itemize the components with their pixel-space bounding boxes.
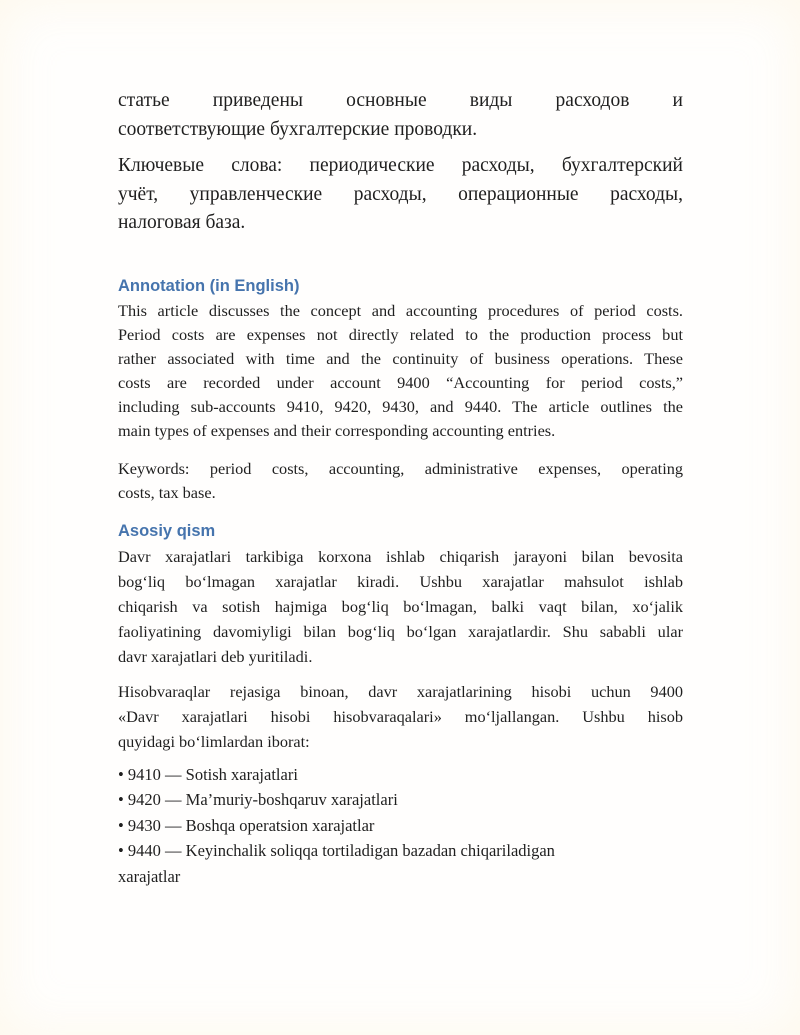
russian-abstract-paragraph	[118, 87, 683, 144]
text-line: Keywords: period costs, accounting, administrative expenses, operating	[118, 458, 683, 478]
text-line: xarajatlar	[118, 866, 181, 886]
russian-keywords-paragraph	[118, 152, 683, 238]
main-section-paragraph-2	[118, 679, 683, 754]
english-keywords-paragraph	[118, 457, 683, 505]
text-line: • 9410 — Sotish xarajatlari	[118, 764, 298, 784]
bullet-item-9420	[118, 787, 683, 813]
text-line: including sub-accounts 9410, 9420, 9430, and 9440. The article outlines the	[118, 396, 683, 416]
text-line: quyidagi bo‘limlardan iborat:	[118, 731, 310, 751]
text-line: This article discusses the concept and accounting procedures of period costs.	[118, 300, 683, 320]
text-line: статье приведены основные виды расходов и	[118, 90, 683, 111]
text-line: Ключевые слова: периодические расходы, бухгалтерский	[118, 155, 683, 176]
text-line: costs are recorded under account 9400 “Accounting for period costs,”	[118, 372, 683, 392]
text-line: «Davr xarajatlari hisobi hisobvaraqalari» mo‘ljallangan. Ushbu hisob	[118, 706, 683, 726]
text-line: bog‘liq bo‘lmagan xarajatlar kiradi. Ushbu xarajatlar mahsulot ishlab	[118, 571, 683, 591]
text-line: chiqarish va sotish hajmiga bog‘liq bo‘lmagan, balki vaqt bilan, xo‘jalik	[118, 596, 683, 616]
text-line: Period costs are expenses not directly related to the production process but	[118, 324, 683, 344]
bullet-item-9430	[118, 813, 683, 839]
annotation-section-heading: Annotation (in English)	[118, 276, 300, 295]
account-bullet-list	[118, 762, 683, 890]
text-line: faoliyatining davomiyligi bilan bog‘liq bo‘lgan xarajatlardir. Shu sababli ular	[118, 621, 683, 641]
text-line: Davr xarajatlari tarkibiga korxona ishlab chiqarish jarayoni bilan bevosita	[118, 546, 683, 566]
text-line: • 9420 — Ma’muriy-boshqaruv xarajatlari	[118, 790, 398, 809]
main-section-paragraph-1	[118, 544, 683, 669]
text-line: davr xarajatlari deb yuritiladi.	[118, 646, 313, 666]
text-line: costs, tax base.	[118, 482, 216, 502]
text-line: налоговая база.	[118, 212, 246, 233]
text-line: • 9430 — Boshqa operatsion xarajatlar	[118, 815, 375, 835]
main-section-heading: Asosiy qism	[118, 521, 216, 540]
text-line: • 9440 — Keyinchalik soliqqa tortiladigan bazadan chiqariladigan	[118, 841, 555, 860]
text-line: учёт, управленческие расходы, операционные расходы,	[118, 183, 683, 205]
text-line: соответствующие бухгалтерские проводки.	[118, 118, 478, 140]
text-line: rather associated with time and the continuity of business operations. These	[118, 348, 683, 368]
text-line: Hisobvaraqlar rejasiga binoan, davr xarajatlarining hisobi uchun 9400	[118, 681, 683, 701]
bullet-item-9410	[118, 762, 683, 788]
bullet-item-9440	[118, 838, 683, 889]
annotation-body-paragraph	[118, 299, 683, 443]
text-line: main types of expenses and their corresponding accounting entries.	[118, 420, 556, 440]
